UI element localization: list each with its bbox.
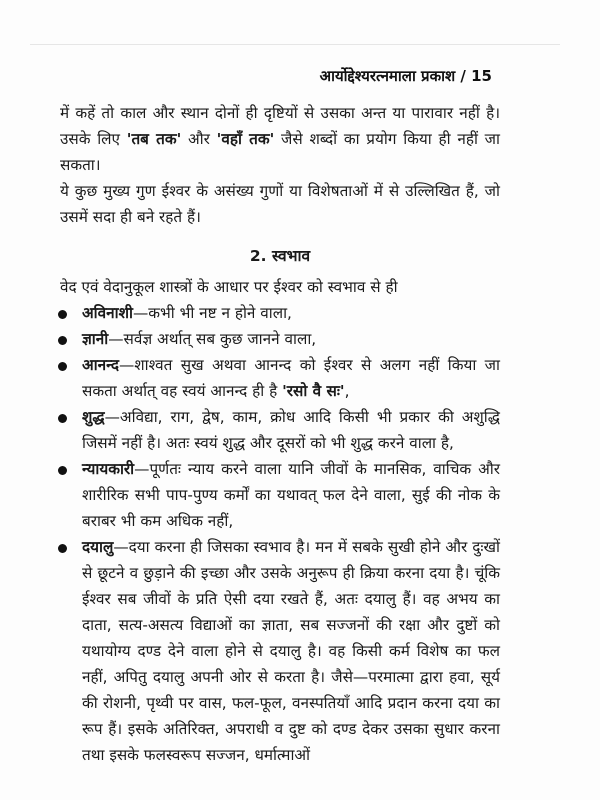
list-item [60,534,500,768]
list-item-term: ज्ञानी [82,330,109,348]
bullet-icon [58,310,67,319]
para1-line2-post: जैसे [274,130,303,148]
list-item-term: अविनाशी [82,304,133,322]
bullet-icon [58,544,67,553]
section-intro: वेद एवं वेदानुकूल शास्त्रों के आधार पर ईश्वर को स्वभाव से ही [60,278,398,296]
para2-line2: उल्लिखित हैं, जो उसमें सदा ही बने रहते हैं। [60,182,500,226]
page-body [60,100,500,768]
list-item [60,326,500,352]
bullet-icon [58,362,67,371]
list-item-term: न्यायकारी [82,460,135,478]
bold-phrase-vahan-tak: 'वहाँ तक' [216,130,275,148]
paragraph-summary [60,178,500,230]
list-item-text: —अविद्या, राग, द्वेष, काम, क्रोध आदि किसी भी प्रकार की अशुद्धि जिसमें नहीं है। अतः स्वयं शुद्ध और दूसरों को भी शुद्ध करने वाला है, [82,408,500,452]
list-item-term: दयालु [82,538,114,556]
list-item-term: शुद्ध [82,408,105,426]
para1-line2-mid: और [181,130,217,148]
running-header: आर्योद्देश्यरत्नमाला प्रकाश / 15 [319,67,492,85]
list-item-term: आनन्द [82,356,119,374]
bullet-icon [58,466,67,475]
para1-line3: शब्दों का प्रयोग किया ही नहीं जा सकता। [60,130,500,174]
section-heading: 2. स्वभाव [249,247,311,265]
para2-line1: ये कुछ मुख्य गुण ईश्वर के असंख्य गुणों या विशेषताओं में से [60,182,400,200]
paragraph-continuation [60,100,500,178]
attribute-list [60,300,500,768]
sanskrit-quote: 'रसो वै सः' [282,382,345,400]
list-item [60,352,500,404]
para1-line1: में कहें तो काल और स्थान दोनों ही दृष्टियों से उसका अन्त या [60,104,406,122]
list-item [60,300,500,326]
list-item-text: —कभी भी नष्ट न होने वाला, [132,304,292,322]
list-item-text: —सर्वज्ञ अर्थात् सब कुछ जानने वाला, [108,330,317,348]
list-item-text: —शाश्वत सुख अथवा आनन्द को ईश्वर से अलग नहीं किया जा सकता अर्थात् वह स्वयं आनन्द ही है [82,356,500,400]
bold-phrase-tab-tak: 'तब तक' [126,130,182,148]
list-item-tail: , [344,382,350,400]
list-item [60,404,500,456]
list-item-text: —पूर्णतः न्याय करने वाला यानि जीवों के मानसिक, वाचिक और शारीरिक सभी पाप-पुण्य कर्मों का यथावत् फल देने वाला, सुई की नोक के बराबर भी कम अधिक नहीं, [82,460,500,530]
bullet-icon [58,336,67,345]
page-edge-line [30,44,560,45]
bullet-icon [58,414,67,423]
para1-line2-pre: पारावार नहीं है। उसके लिए [60,104,501,148]
list-item-text: —दया करना ही जिसका स्वभाव है। मन में सबके सुखी होने और दुःखों से छूटने व छुड़ाने की इच्छा और उसके अनुरूप ही क्रिया करना दया है। चूंकि ईश्वर सब जीवों के प्रति ऐसी दया रखते हैं, अतः दयालु हैं। वह अभय का दाता, सत्य-असत्य विद्याओं का ज्ञाता, सब सज्जनों की रक्षा और दुष्टों को यथायोग्य दण्ड देने वाला होने से दयालु है। वह किसी कर्म विशेष का फल नहीं, अपितु दयालु अपनी ओर से करता है। जैसे—परमात्मा द्वारा हवा, सूर्य की रोशनी, पृथ्वी पर वास, फल-फूल, वनस्पतियाँ आदि प्रदान करना दया का रूप हैं। इसके अतिरिक्त, अपराधी व दुष्ट को दण्ड देकर उसका सुधार करना तथा इसके फलस्वरूप सज्जन, धर्मात्माओं [82,538,500,764]
list-item [60,456,500,534]
